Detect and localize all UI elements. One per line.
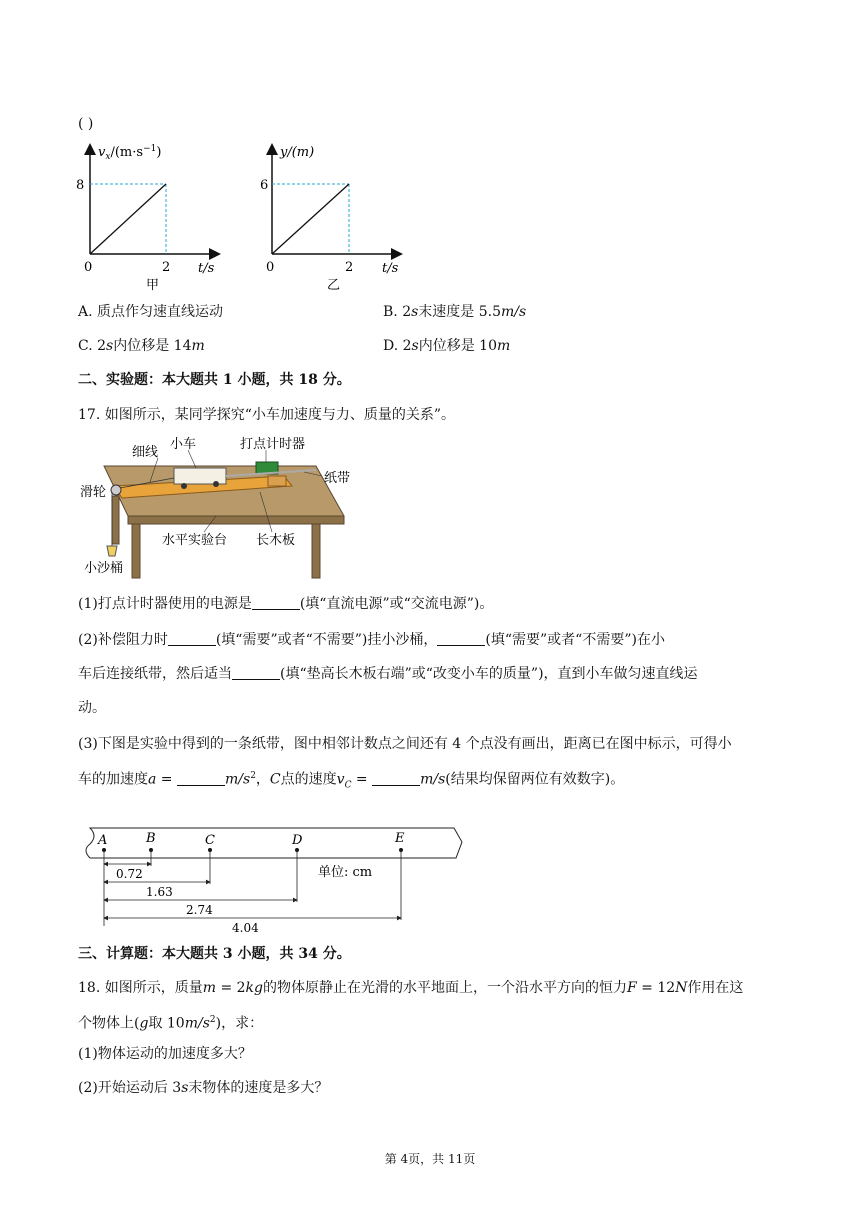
page-footer: 第 4页，共 11页: [384, 1152, 476, 1166]
unit-label: 单位: cm: [318, 865, 373, 880]
data-line: [90, 184, 166, 254]
q17-part2-line2: 车后连接纸带，然后适当 (填“垫高长木板右端”或“改变小车的质量”)，直到小车做匀速直线运: [78, 666, 698, 682]
q17-part3-line1: (3)下图是实验中得到的一条纸带，图中相邻计数点之间还有 4 个点没有画出，距离已在图中标示，可得小: [78, 736, 732, 752]
paper-tape-figure: [76, 822, 466, 938]
answer-blank: [372, 771, 420, 786]
label-hualun: 滑轮: [80, 485, 107, 500]
label-shuiping: 水平实验台: [162, 533, 228, 548]
q18-line1: 18. 如图所示，质量m = 2kg的物体原静止在光滑的水平地面上，一个沿水平方向的恒力F = 12N作用在这: [78, 980, 744, 996]
label-dadian: 打点计时器: [240, 437, 306, 452]
y-tick: 8: [76, 178, 85, 193]
tape-points: [102, 848, 403, 852]
x-label: t/s: [382, 261, 399, 276]
x-tick: 2: [162, 260, 171, 275]
label-zhidai: 纸带: [324, 471, 351, 486]
y-label: y/(m): [280, 145, 315, 160]
dist-AD: 2.74: [186, 903, 213, 917]
label-xiaoche: 小车: [170, 437, 197, 452]
q17-stem: 17. 如图所示，某同学探究“小车加速度与力、质量的关系”。: [78, 407, 456, 423]
apparatus-figure: [76, 436, 366, 582]
q18-line2: 个物体上(g取 $10m/s^2$)，求：: [78, 1015, 264, 1032]
answer-blank: [177, 771, 225, 786]
x-label: t/s: [198, 261, 215, 276]
caption: 甲: [146, 278, 160, 293]
answer-blank: [252, 595, 300, 610]
q18-sub2: (2)开始运动后 3s末物体的速度是多大？: [78, 1080, 329, 1096]
answer-paren: ( ): [78, 116, 94, 132]
section-3-heading: 三、计算题：本大题共 3 小题，共 34 分。: [78, 946, 351, 962]
label-A: A: [98, 833, 108, 848]
tape-outline: [86, 828, 462, 858]
dist-AB: 0.72: [116, 867, 143, 881]
label-E: E: [395, 831, 405, 846]
section-2-heading: 二、实验题：本大题共 1 小题，共 18 分。: [78, 372, 351, 388]
dist-AE: 4.04: [232, 921, 259, 935]
x-tick: 2: [345, 260, 354, 275]
label-changmuban: 长木板: [256, 533, 296, 548]
graph-yi: [252, 138, 432, 298]
answer-blank: [168, 631, 216, 646]
y-tick: 6: [260, 178, 269, 193]
label-C: C: [205, 833, 215, 848]
label-xiaoshatong: 小沙桶: [84, 561, 124, 576]
data-line: [272, 184, 349, 254]
option-c: C. 2s内位移是 14m: [78, 338, 205, 354]
q17-part2-line1: (2)补偿阻力时 (填“需要”或者“不需要”)挂小沙桶， (填“需要”或者“不需要”)在小: [78, 632, 665, 648]
answer-blank: [232, 665, 280, 680]
label-D: D: [292, 833, 303, 848]
origin: 0: [84, 260, 93, 275]
q17-part3-line2: 车的加速度$a = m/s^2$，C点的速度$v_C = m/s$(结果均保留两位有效数字)。: [78, 771, 625, 791]
q17-part1: (1)打点计时器使用的电源是 (填“直流电源”或“交流电源”)。: [78, 596, 494, 612]
option-b: B. 2s末速度是 5.5m/s: [383, 304, 527, 320]
q18-sub1: (1)物体运动的加速度多大？: [78, 1046, 252, 1062]
dist-AC: 1.63: [146, 885, 173, 899]
origin: 0: [266, 260, 275, 275]
label-xixian: 细线: [132, 445, 159, 460]
answer-blank: [437, 631, 485, 646]
graph-jia: [70, 138, 250, 298]
caption: 乙: [327, 278, 341, 293]
y-label: $v_x/(m\cdot s^{-1})$: [98, 144, 162, 162]
option-d: D. 2s内位移是 10m: [383, 338, 511, 354]
option-a: A. 质点作匀速直线运动: [78, 304, 224, 320]
label-B: B: [146, 831, 156, 846]
q17-part2-line3: 动。: [78, 700, 106, 716]
